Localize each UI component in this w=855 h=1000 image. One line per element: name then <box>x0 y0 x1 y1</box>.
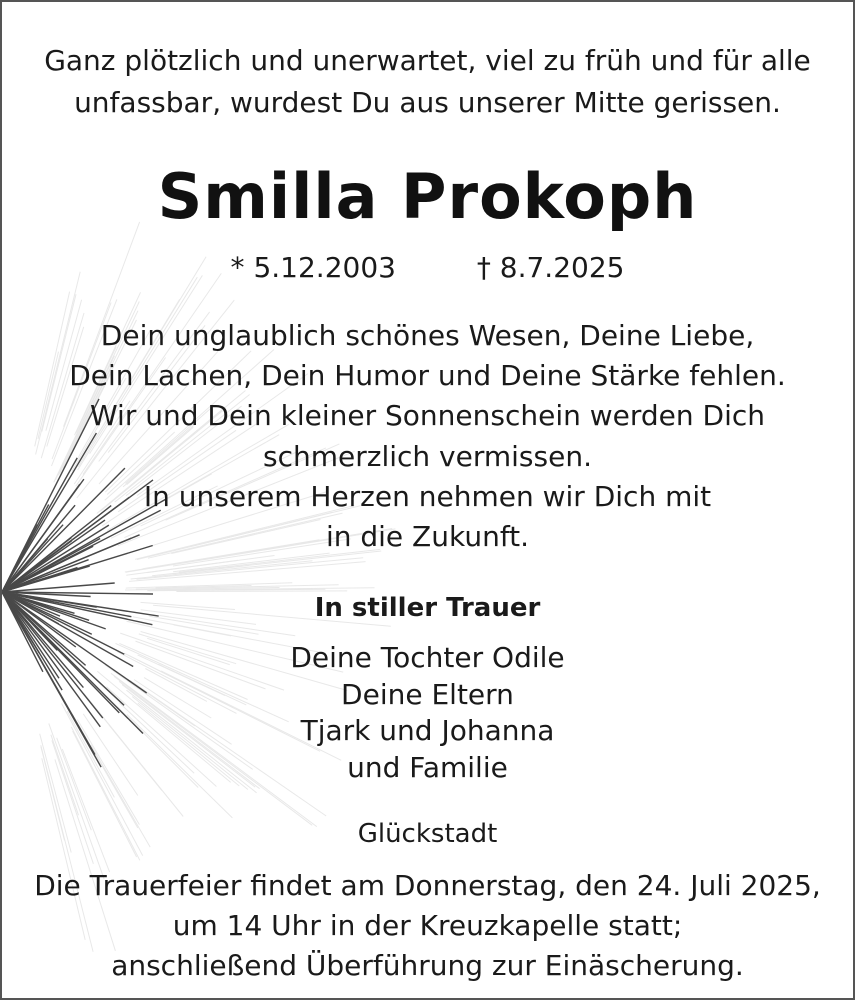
mourning-heading: In stiller Trauer <box>314 593 541 623</box>
mourner: Deine Eltern <box>341 677 514 711</box>
verse-line: Wir und Dein kleiner Sonnenschein werden Dich <box>89 399 766 433</box>
mourner: Tjark und Johanna <box>300 714 555 747</box>
death-date: † 8.7.2025 <box>476 251 625 284</box>
place-name: Glückstadt <box>357 819 498 849</box>
life-dates <box>2 248 853 288</box>
intro-line: Ganz plötzlich und unerwartet, viel zu früh und für alle <box>44 44 811 77</box>
deceased-name: Smilla Prokoph <box>157 160 698 233</box>
mourner: und Familie <box>347 750 508 784</box>
verse-line: Dein Lachen, Dein Humor und Deine Stärke fehlen. <box>69 359 786 393</box>
memorial-verse <box>2 316 853 557</box>
birth-date: * 5.12.2003 <box>230 251 396 284</box>
mourners-list <box>2 640 853 786</box>
mourner: Deine Tochter Odile <box>290 641 565 674</box>
verse-line: in die Zukunft. <box>325 520 530 554</box>
funeral-details <box>2 866 853 986</box>
funeral-line: Die Trauerfeier findet am Donnerstag, den 24. Juli 2025, <box>34 869 821 902</box>
intro-text <box>2 40 853 124</box>
verse-line: schmerzlich vermissen. <box>263 439 592 473</box>
funeral-line: anschließend Überführung zur Einäscherung. <box>111 949 744 982</box>
funeral-line: um 14 Uhr in der Kreuzkapelle statt; <box>172 909 683 942</box>
verse-line: Dein unglaublich schönes Wesen, Deine Liebe, <box>100 319 755 352</box>
verse-line: In unserem Herzen nehmen wir Dich mit <box>143 479 712 513</box>
intro-line: unfassbar, wurdest Du aus unserer Mitte gerissen. <box>74 86 781 119</box>
notice-text <box>2 2 853 998</box>
